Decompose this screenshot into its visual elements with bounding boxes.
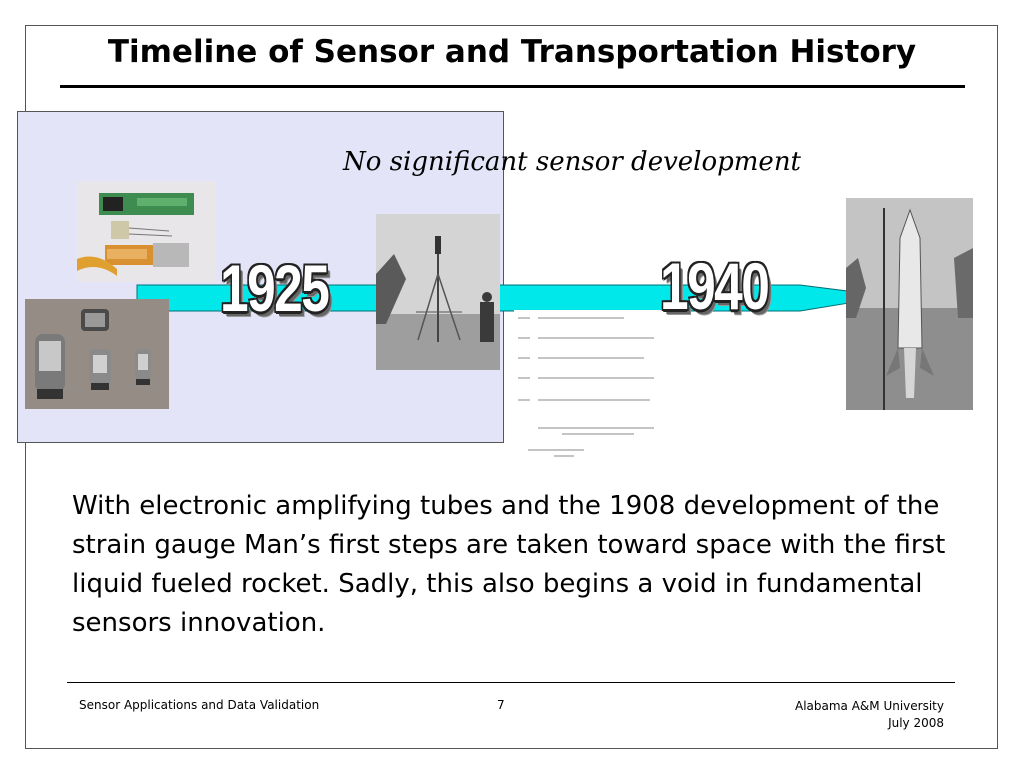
year-1940-label: 1940 <box>660 249 769 323</box>
footer-institution <box>795 698 944 732</box>
v2-rocket-photo <box>846 198 973 410</box>
slide-title: Timeline of Sensor and Transportation History <box>107 34 917 70</box>
footer-date: July 2008 <box>888 716 944 730</box>
equations-image <box>514 310 664 460</box>
page-number: 7 <box>497 698 505 712</box>
footer-course-title: Sensor Applications and Data Validation <box>79 698 320 712</box>
strain-gauge-photo <box>77 181 216 282</box>
body-paragraph: With electronic amplifying tubes and the 1908 development of the strain gauge Man’s first steps are taken toward space with the first liquid fueled rocket. Sadly, this also begins a void in fundamental sensors innovation. <box>72 491 946 638</box>
footer-divider <box>67 682 955 683</box>
footer-org: Alabama A&M University <box>795 699 944 713</box>
year-1925-label: 1925 <box>220 251 329 325</box>
no-development-caption: No significant sensor development <box>343 147 802 177</box>
liquid-rocket-photo <box>376 214 500 370</box>
vacuum-tubes-photo <box>25 299 169 409</box>
